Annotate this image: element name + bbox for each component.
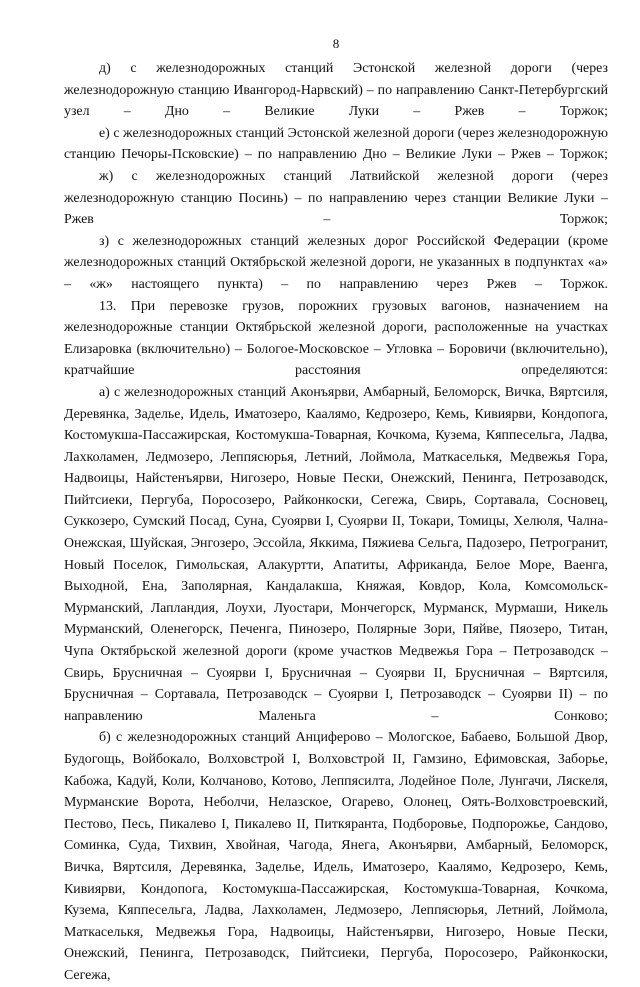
paragraph-e: е) с железнодорожных станций Эстонской железной дороги (через железнодорожную станцию Печоры-Псковские) – по направлению Дно – Великие Луки – Ржев – Торжок; [64, 125, 608, 163]
paragraph-b: б) с железнодорожных станций Анциферово – Мологское, Бабаево, Большой Двор, Будогощь, Войбокало, Волховстрой I, Волховстрой II, Гамзино, Ефимовская, Заборье, Кабожа, Кадуй, Коли, Колчаново, Котово, Леппясилта, Лодейное Поле, Лунгачи, Ляскеля, Мурманские Ворота, Неболчи, Нелазское, Огарево, Олонец, Оять-Волховстроевский, Пестово, Песь, Пикалево I, Пикалево II, Питкяранта, Подборовье, Подпорожье, Сандово, Соминка, Суда, Тихвин, Хвойная, Чагода, Янега, Аконъярви, Амбарный, Беломорск, Вичка, Вяртсиля, Деревянка, Заделье, Идель, Иматозеро, Каалямо, Кедрозеро, Кемь, Кивиярви, Кондопога, Костомукша-Пассажирская, Костомукша-Товарная, Кочкома, Кузема, Кяппесельга, Ладва, Лахколамен, Ледмозеро, Леппясюрья, Летний, Лоймола, Маткаселькя, Медвежья Гора, Надвоицы, Найстенъярви, Нигозеро, Новые Пески, Онежский, Пенинга, Петрозаводск, Пийтсиеки, Пергуба, Поросозеро, Райконкоски, Сегежа, [64, 730, 608, 983]
paragraph-zh: ж) с железнодорожных станций Латвийской железной дороги (через железнодорожную станцию Посинь) – по направлению через станции Великие Луки – Ржев – Торжок; [64, 168, 608, 228]
paragraph-13: 13. При перевозке грузов, порожних грузовых вагонов, назначением на железнодорожные станции Октябрьской железной дороги, расположенные на участках Елизаровка (включительно) – Бологое-Московское – Угловка – Боровичи (включительно), кратчайшие расстояния определяются: [64, 298, 608, 379]
page-number: 8 [332, 36, 340, 51]
paragraph-a: а) с железнодорожных станций Аконъярви, Амбарный, Беломорск, Вичка, Вяртсиля, Деревянка, Заделье, Идель, Иматозеро, Каалямо, Кедрозеро, Кемь, Кивиярви, Кондопога, Костомукша-Пассажирская, Костомукша-Товарная, Кочкома, Кузема, Кяппесельга, Ладва, Лахколамен, Ледмозеро, Леппясюрья, Летний, Лоймола, Маткаселькя, Медвежья Гора, Надвоицы, Найстенъярви, Нигозеро, Новые Пески, Онежский, Пенинга, Петрозаводск, Пийтсиеки, Пергуба, Поросозеро, Райконкоски, Сегежа, Свирь, Сортавала, Сосновец, Суккозеро, Сумский Посад, Суна, Суоярви I, Суоярви II, Токари, Томицы, Хелюля, Чална-Онежская, Шуйская, Энгозеро, Эссойла, Яккима, Пяжиева Сельга, Падозеро, Петрогранит, Новый Поселок, Гимольская, Алакуртти, Апатиты, Африканда, Белое Море, Ваенга, Выходной, Ена, Заполярная, Кандалакша, Княжая, Ковдор, Кола, Комсомольск-Мурманский, Лапландия, Лоухи, Луостари, Мончегорск, Мурманск, Мурмаши, Никель Мурманский, Оленегорск, Печенга, Пинозеро, Полярные Зори, Пяйве, Пяозеро, Титан, Чупа Октябрьской железной дороги (кроме участков Медвежья Гора – Петрозаводск – Свирь, Брусничная – Суоярви I, Брусничная – Суоярви II, Брусничная – Вяртсиля, Брусничная – Сортавала, Петрозаводск – Суоярви I, Петрозаводск – Суоярви II) – по направлению Маленьга – Сонково; [64, 384, 608, 724]
paragraph-z: з) с железнодорожных станций железных дорог Российской Федерации (кроме железнодорожных станций Октябрьской железной дороги, не указанных в подпунктах «а» – «ж» настоящего пункта) – по направлению через Ржев – Торжок. [64, 233, 608, 292]
paragraph-d: д) с железнодорожных станций Эстонской железной дороги (через железнодорожную станцию Ивангород-Нарвский) – по направлению Санкт-Петербургский узел – Дно – Великие Луки – Ржев – Торжок; [64, 61, 608, 120]
